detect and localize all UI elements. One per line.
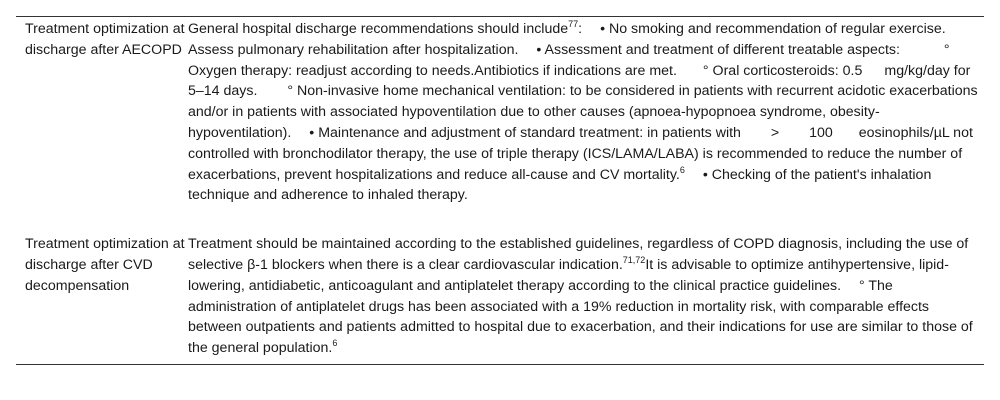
table-row <box>16 17 984 234</box>
intro-colon: : <box>578 21 583 37</box>
bullet-icon: • <box>702 166 708 183</box>
sub-bullet-text: Oxygen therapy: readjust according to needs.Antibiotics if indications are met. <box>188 62 677 79</box>
sub-bullet-icon: ° <box>287 83 294 100</box>
bullet-text: Maintenance and adjustment of standard treatment: in patients with <box>318 124 741 141</box>
sub-bullet-text: mg/kg/day for 5–14 days. <box>188 62 971 100</box>
sub-bullet-text: The administration of antiplatelet drugs has been associated with a 19% reduction in mortality risk, with comparable effects between outpatients and patients admitted to hospital due to exacerbation, and their indications for use are similar to those of the general population. <box>188 277 973 357</box>
row-label: Treatment optimization at discharge after AECOPD <box>25 21 185 58</box>
row-label: Treatment optimization at discharge after CVD decompensation <box>25 236 185 294</box>
table-row <box>16 234 984 364</box>
bullet-icon: • <box>309 124 315 141</box>
row-content <box>188 234 984 359</box>
bullet-text: Assessment and treatment of different treatable aspects: <box>544 41 900 58</box>
bullet-text: eosinophils/µL not controlled with bronchodilator therapy, the use of triple therapy (ICS/LAMA/LABA) is recommended to reduce the number of exacerbations, prevent hospitalizations and reduce all-cause and CV mortality. <box>188 124 973 183</box>
sub-bullet-text: Non-invasive home mechanical ventilation: to be considered in patients with recurrent acidotic exacerbations and/or in patients with associated hypoventilation due to other causes (apnoea-hypopnoea syndrome, obesity-hypoventilation). <box>188 83 978 141</box>
sub-bullet-icon: ° <box>859 277 865 294</box>
sub-bullet-icon: ° <box>943 41 950 58</box>
greater-than-symbol: > <box>770 124 780 141</box>
reference-6: 6 <box>332 338 338 349</box>
row-content <box>188 19 984 206</box>
intro-text: General hospital discharge recommendations should include <box>188 21 569 37</box>
bullet-text: Checking of the patient's inhalation technique and adherence to inhaled therapy. <box>188 166 932 204</box>
reference-77: 77 <box>568 19 579 29</box>
reference-71-72: 71,72 <box>622 254 646 265</box>
sub-bullet-icon: ° <box>702 62 709 79</box>
threshold-value: 100 <box>809 124 833 141</box>
reference-6: 6 <box>679 164 685 175</box>
sub-bullet-text: Oral corticosteroids: 0.5 <box>712 62 863 79</box>
paragraph-text: Treatment should be maintained according to the established guidelines, regardless of COPD diagnosis, including the use of selective β-1 blockers when there is a clear cardiovascular indication. <box>188 236 969 273</box>
paragraph-text: It is advisable to optimize antihypertensive, lipid-lowering, antidiabetic, anticoagulant and antiplatelet therapy according to the clinical practice guidelines. <box>188 256 949 294</box>
recommendations-table <box>16 16 984 365</box>
bullet-text: No smoking and recommendation of regular exercise. Assess pulmonary rehabilitation after hospitalization. <box>188 21 946 58</box>
bullet-icon: • <box>600 21 606 37</box>
bullet-icon: • <box>536 41 542 58</box>
